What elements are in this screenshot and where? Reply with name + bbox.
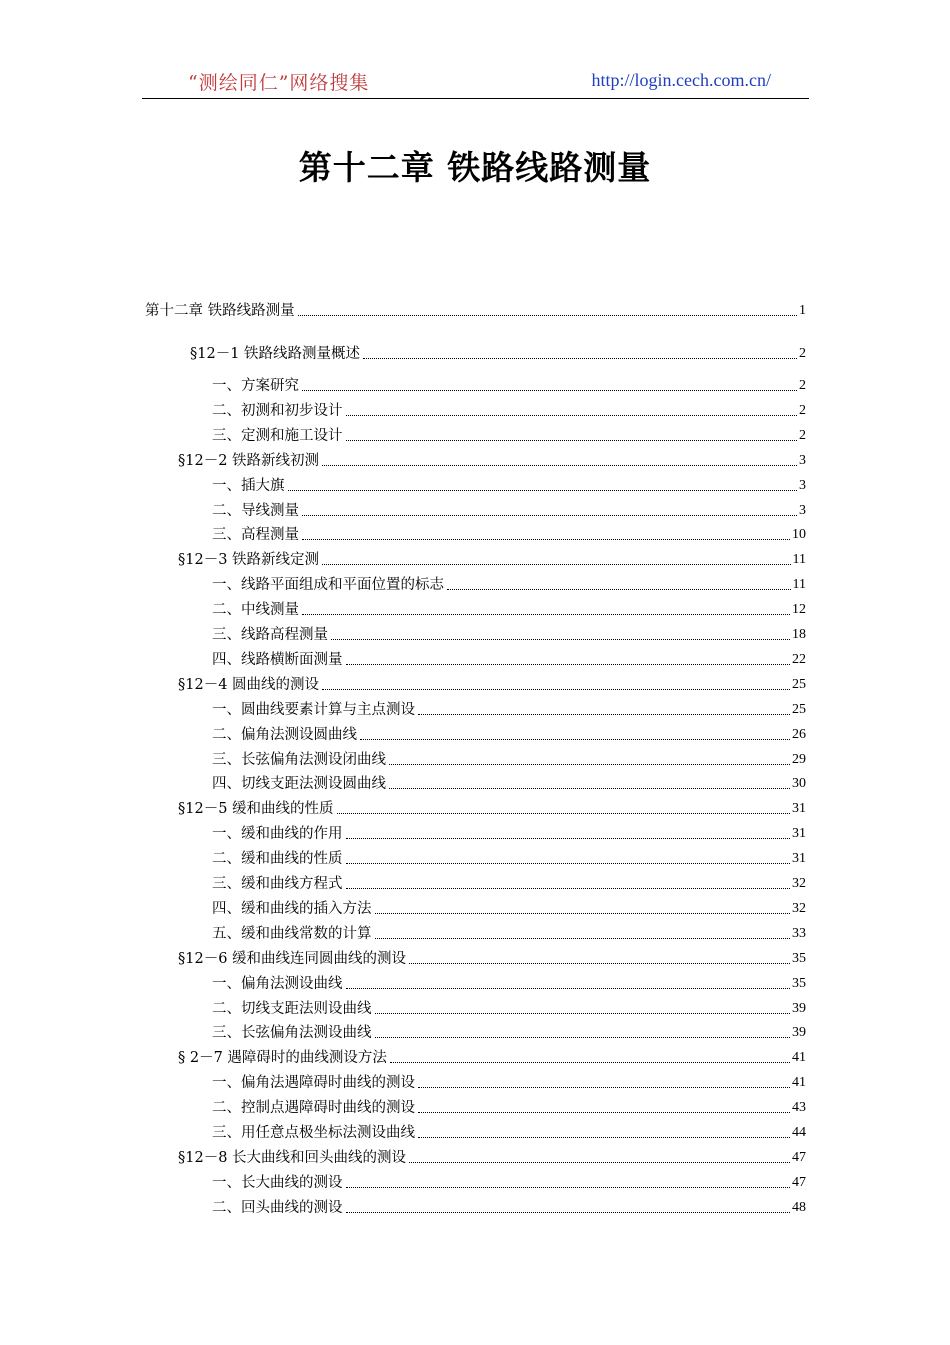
toc-entry-label: §12－3 铁路新线定测 bbox=[178, 552, 320, 569]
toc-entry-page: 25 bbox=[792, 676, 806, 692]
toc-entry-page: 39 bbox=[792, 1000, 806, 1016]
toc-entry-page: 22 bbox=[792, 651, 806, 667]
toc-entry-label: §12－6 缓和曲线连同圆曲线的测设 bbox=[178, 950, 407, 967]
toc-entry-page: 31 bbox=[792, 851, 806, 867]
toc-entry-page: 41 bbox=[792, 1050, 806, 1066]
toc-dot-leader bbox=[418, 1087, 790, 1088]
toc-entry-page: 44 bbox=[792, 1125, 806, 1140]
toc-entry-page: 43 bbox=[792, 1100, 806, 1116]
header-url-link[interactable]: http://login.cech.com.cn/ bbox=[591, 70, 771, 90]
toc-entry-label: 五、缓和曲线常数的计算 bbox=[212, 925, 372, 942]
toc-entry-label: 二、初测和初步设计 bbox=[212, 402, 343, 419]
toc-entry[interactable] bbox=[212, 423, 806, 445]
toc-entry[interactable] bbox=[145, 298, 806, 320]
toc-entry[interactable] bbox=[212, 722, 806, 744]
toc-entry[interactable] bbox=[178, 796, 806, 818]
toc-entry-page: 32 bbox=[792, 876, 806, 891]
toc-dot-leader bbox=[302, 515, 797, 516]
toc-entry[interactable] bbox=[212, 398, 806, 420]
toc-entry-page: 11 bbox=[792, 577, 806, 593]
toc-entry-page: 2 bbox=[799, 378, 806, 393]
toc-entry[interactable] bbox=[178, 1045, 806, 1067]
toc-entry-label: 第十二章 铁路线路测量 bbox=[145, 303, 295, 319]
toc-entry-page: 3 bbox=[799, 477, 806, 493]
toc-entry[interactable] bbox=[212, 522, 806, 544]
toc-dot-leader bbox=[346, 988, 791, 989]
toc-entry-label: 一、方案研究 bbox=[212, 378, 299, 394]
toc-entry[interactable] bbox=[212, 921, 806, 943]
toc-dot-leader bbox=[346, 415, 798, 416]
toc-dot-leader bbox=[346, 440, 798, 441]
toc-entry-page: 3 bbox=[799, 452, 806, 468]
toc-entry-label: 二、中线测量 bbox=[212, 602, 299, 619]
toc-entry-label: § 2－7 遇障碍时的曲线测设方法 bbox=[178, 1050, 387, 1067]
toc-dot-leader bbox=[298, 315, 797, 316]
toc-entry[interactable] bbox=[178, 448, 806, 470]
toc-entry[interactable] bbox=[212, 1170, 806, 1192]
toc-entry[interactable] bbox=[212, 771, 806, 793]
toc-dot-leader bbox=[418, 1137, 790, 1138]
toc-entry[interactable] bbox=[212, 1095, 806, 1117]
toc-entry-label: 一、长大曲线的测设 bbox=[212, 1174, 343, 1191]
toc-entry-label: 三、线路高程测量 bbox=[212, 627, 328, 643]
toc-entry[interactable] bbox=[212, 622, 806, 644]
toc-entry[interactable] bbox=[190, 341, 806, 363]
toc-entry-label: 一、线路平面组成和平面位置的标志 bbox=[212, 577, 444, 594]
toc-entry-label: 四、缓和曲线的插入方法 bbox=[212, 900, 372, 917]
toc-entry-label: §12－1 铁路线路测量概述 bbox=[190, 346, 361, 362]
toc-dot-leader bbox=[389, 788, 790, 789]
toc-entry[interactable] bbox=[212, 597, 806, 619]
toc-entry-page: 26 bbox=[792, 726, 806, 742]
toc-dot-leader bbox=[346, 838, 791, 839]
toc-entry[interactable] bbox=[212, 498, 806, 520]
toc-entry[interactable] bbox=[212, 821, 806, 843]
toc-entry[interactable] bbox=[212, 747, 806, 769]
toc-entry-page: 2 bbox=[799, 427, 806, 443]
toc-dot-leader bbox=[302, 614, 790, 615]
toc-dot-leader bbox=[331, 639, 790, 640]
toc-dot-leader bbox=[375, 1037, 791, 1038]
toc-entry-label: 二、缓和曲线的性质 bbox=[212, 851, 343, 868]
toc-dot-leader bbox=[322, 689, 790, 690]
toc-entry-label: 三、缓和曲线方程式 bbox=[212, 876, 343, 892]
toc-dot-leader bbox=[389, 764, 790, 765]
toc-entry-label: 二、回头曲线的测设 bbox=[212, 1199, 343, 1216]
toc-dot-leader bbox=[346, 888, 791, 889]
toc-entry-page: 1 bbox=[799, 303, 806, 318]
toc-entry[interactable] bbox=[212, 373, 806, 395]
toc-entry-label: 一、缓和曲线的作用 bbox=[212, 826, 343, 843]
toc-entry-label: 二、切线支距法则设曲线 bbox=[212, 1000, 372, 1017]
toc-entry-label: §12－8 长大曲线和回头曲线的测设 bbox=[178, 1149, 407, 1166]
toc-dot-leader bbox=[363, 358, 797, 359]
toc-entry-page: 39 bbox=[792, 1025, 806, 1041]
toc-entry[interactable] bbox=[178, 672, 806, 694]
toc-entry-label: 一、插大旗 bbox=[212, 477, 285, 494]
toc-dot-leader bbox=[322, 564, 790, 565]
toc-entry-page: 11 bbox=[792, 552, 806, 568]
header-source-text: “测绘同仁”网络搜集 bbox=[188, 72, 370, 94]
toc-entry-label: 一、偏角法遇障碍时曲线的测设 bbox=[212, 1075, 415, 1092]
toc-dot-leader bbox=[375, 1013, 791, 1014]
toc-dot-leader bbox=[360, 739, 790, 740]
toc-entry[interactable] bbox=[212, 1195, 806, 1217]
toc-dot-leader bbox=[390, 1062, 790, 1063]
toc-entry[interactable] bbox=[212, 971, 806, 993]
toc-dot-leader bbox=[288, 490, 798, 491]
toc-entry-page: 33 bbox=[792, 925, 806, 941]
toc-entry[interactable] bbox=[212, 896, 806, 918]
toc-entry-label: §12－5 缓和曲线的性质 bbox=[178, 801, 334, 818]
toc-entry-page: 18 bbox=[792, 627, 806, 642]
toc-dot-leader bbox=[447, 589, 791, 590]
toc-entry[interactable] bbox=[212, 871, 806, 893]
toc-entry-page: 2 bbox=[799, 346, 806, 361]
page-header bbox=[142, 66, 809, 99]
toc-dot-leader bbox=[337, 813, 790, 814]
toc-entry-page: 29 bbox=[792, 751, 806, 767]
toc-entry[interactable] bbox=[212, 1070, 806, 1092]
toc-entry-label: 三、长弦偏角法测设曲线 bbox=[212, 1025, 372, 1042]
toc-dot-leader bbox=[346, 664, 791, 665]
toc-entry-page: 48 bbox=[792, 1199, 806, 1215]
toc-entry-label: §12－2 铁路新线初测 bbox=[178, 452, 320, 469]
toc-entry-page: 2 bbox=[799, 402, 806, 418]
toc-entry-label: 三、长弦偏角法测设闭曲线 bbox=[212, 751, 386, 768]
toc-entry[interactable] bbox=[212, 572, 806, 594]
toc-dot-leader bbox=[302, 539, 790, 540]
toc-entry-page: 35 bbox=[792, 975, 806, 991]
toc-entry[interactable] bbox=[212, 697, 806, 719]
toc-dot-leader bbox=[375, 913, 791, 914]
toc-entry[interactable] bbox=[178, 547, 806, 569]
toc-entry[interactable] bbox=[212, 647, 806, 669]
toc-entry-page: 3 bbox=[799, 502, 806, 518]
toc-entry[interactable] bbox=[212, 473, 806, 495]
toc-dot-leader bbox=[409, 1162, 790, 1163]
toc-dot-leader bbox=[322, 465, 797, 466]
toc-dot-leader bbox=[346, 863, 791, 864]
toc-entry-label: 二、导线测量 bbox=[212, 502, 299, 519]
toc-dot-leader bbox=[346, 1187, 791, 1188]
chapter-title: 第十二章 铁路线路测量 bbox=[298, 148, 652, 187]
toc-entry[interactable] bbox=[212, 996, 806, 1018]
toc-entry-label: 三、高程测量 bbox=[212, 527, 299, 544]
toc-entry-label: 二、偏角法测设圆曲线 bbox=[212, 726, 357, 743]
toc-entry[interactable] bbox=[212, 1120, 806, 1142]
toc-entry-page: 41 bbox=[792, 1075, 806, 1091]
toc-entry-page: 12 bbox=[792, 602, 806, 618]
toc-entry-label: 二、控制点遇障碍时曲线的测设 bbox=[212, 1100, 415, 1117]
toc-entry-label: §12－4 圆曲线的测设 bbox=[178, 676, 320, 693]
toc-entry-page: 35 bbox=[792, 950, 806, 966]
toc-entry-label: 一、圆曲线要素计算与主点测设 bbox=[212, 701, 415, 718]
toc-entry-page: 32 bbox=[792, 900, 806, 916]
toc-entry-label: 三、定测和施工设计 bbox=[212, 427, 343, 444]
toc-dot-leader bbox=[418, 714, 790, 715]
toc-entry-label: 一、偏角法测设曲线 bbox=[212, 975, 343, 992]
toc-entry[interactable] bbox=[212, 1020, 806, 1042]
toc-dot-leader bbox=[418, 1112, 790, 1113]
toc-entry-label: 四、切线支距法测设圆曲线 bbox=[212, 776, 386, 793]
toc-entry-page: 47 bbox=[792, 1149, 806, 1165]
toc-dot-leader bbox=[302, 390, 797, 391]
toc-entry-page: 31 bbox=[792, 801, 806, 817]
toc-entry[interactable] bbox=[212, 846, 806, 868]
toc-entry-label: 四、线路横断面测量 bbox=[212, 651, 343, 668]
toc-dot-leader bbox=[375, 938, 791, 939]
toc-dot-leader bbox=[409, 963, 790, 964]
toc-entry-page: 25 bbox=[792, 701, 806, 717]
toc-entry-label: 三、用任意点极坐标法测设曲线 bbox=[212, 1125, 415, 1141]
toc-entry[interactable] bbox=[178, 1145, 806, 1167]
toc-entry-page: 47 bbox=[792, 1174, 806, 1190]
toc-entry-page: 31 bbox=[792, 826, 806, 842]
toc-entry-page: 30 bbox=[792, 776, 806, 792]
toc-entry[interactable] bbox=[178, 946, 806, 968]
toc-dot-leader bbox=[346, 1212, 791, 1213]
toc-entry-page: 10 bbox=[792, 527, 806, 543]
